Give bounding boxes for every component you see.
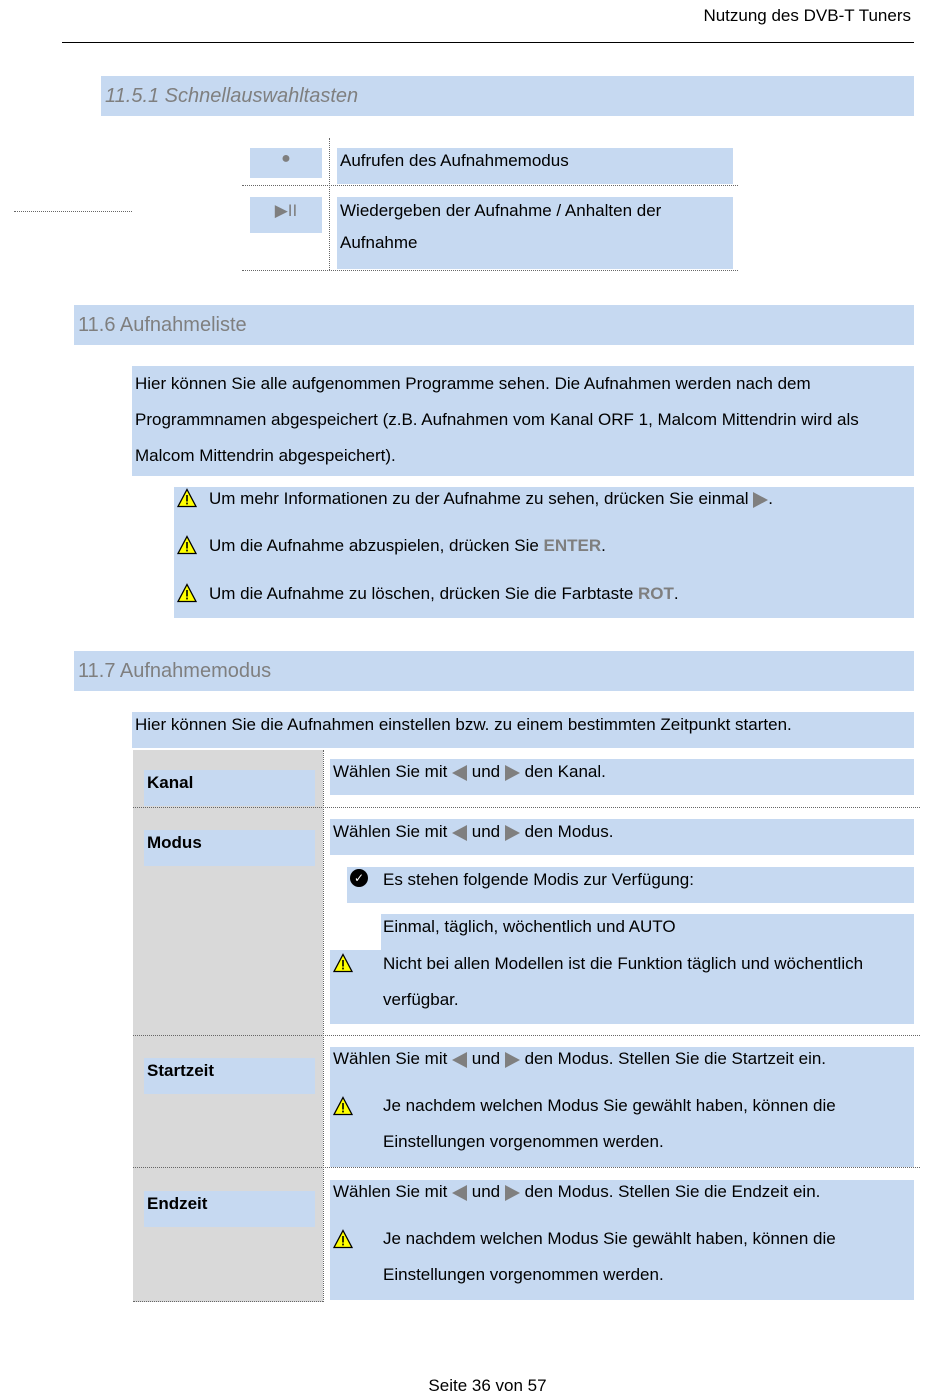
row-text: den Modus. Stellen Sie die Endzeit ein. [519, 1182, 821, 1201]
table-row-separator [133, 807, 920, 808]
paragraph-line: Malcom Mittendrin abgespeichert). [135, 446, 396, 465]
table-row-separator [133, 1035, 920, 1036]
key-rot: ROT [638, 584, 674, 603]
quickkey-row-separator [242, 185, 738, 186]
description-line: Wiedergeben der Aufnahme / Anhalten der [340, 201, 662, 220]
page-footer: Seite 36 von 57 [428, 1376, 547, 1395]
row-label-startzeit: Startzeit [144, 1058, 315, 1094]
arrow-left-icon [452, 825, 467, 841]
tip-text: Um die Aufnahme zu löschen, drücken Sie die Farbtaste [209, 584, 639, 603]
row-label-endzeit: Endzeit [144, 1191, 315, 1227]
tip-more-info [209, 481, 773, 517]
arrow-left-icon [452, 1185, 467, 1201]
aufnahmeliste-paragraph [132, 366, 914, 476]
row-text: den Modus. Stellen Sie die Startzeit ein. [519, 1049, 827, 1068]
tip-text: . [768, 489, 774, 508]
quickkey-table-divider [329, 138, 330, 270]
row-text [333, 1041, 826, 1077]
arrow-right-icon [505, 1185, 520, 1201]
key-enter: ENTER [543, 536, 602, 555]
record-dot-icon: ● [250, 148, 322, 178]
row-label-kanal: Kanal [144, 770, 315, 806]
row-text-startzeit [330, 1047, 914, 1167]
arrow-right-icon [505, 1052, 520, 1068]
section-heading-11-6: 11.6 Aufnahmeliste [74, 305, 914, 345]
row-text: Wählen Sie mit [333, 1049, 453, 1068]
row-text [333, 1174, 820, 1210]
modus-note [347, 867, 914, 903]
table-column-divider [323, 750, 324, 1302]
warning-line: verfügbar. [383, 990, 459, 1009]
play-pause-icon: ▶II [250, 197, 322, 233]
tip-text: Um mehr Informationen zu der Aufnahme zu sehen, drücken Sie einmal [209, 489, 754, 508]
row-text: den Kanal. [519, 762, 606, 781]
warning-line: Einstellungen vorgenommen werden. [383, 1132, 664, 1151]
aufnahmemodus-intro: Hier können Sie die Aufnahmen einstellen bzw. zu einem bestimmten Zeitpunkt starten. [132, 712, 914, 748]
table-bottom [133, 1301, 323, 1302]
row-label-modus: Modus [144, 830, 315, 866]
quickkey-table-bottom [242, 270, 738, 271]
row-text: und [467, 822, 505, 841]
warning-triangle-icon [333, 1229, 353, 1249]
warning-line: Je nachdem welchen Modus Sie gewählt haben, können die [383, 1229, 836, 1248]
arrow-right-icon [753, 492, 768, 508]
section-heading-11-5-1: 11.5.1 Schnellauswahltasten [101, 76, 914, 116]
tip-delete [209, 576, 679, 612]
page-header-title: Nutzung des DVB-T Tuners [703, 6, 911, 25]
row-text-modus [330, 819, 914, 855]
header-rule [62, 42, 914, 43]
row-text-kanal [330, 759, 914, 795]
description-line: Aufnahme [340, 233, 418, 252]
margin-dotted-line [14, 211, 132, 212]
paragraph-line: Programmnamen abgespeichert (z.B. Aufnahmen vom Kanal ORF 1, Malcom Mittendrin wird als [135, 410, 859, 429]
section-heading-11-7: 11.7 Aufnahmemodus [74, 651, 914, 691]
quickkey-description-record: Aufrufen des Aufnahmemodus [337, 148, 733, 184]
row-text: und [467, 1049, 505, 1068]
quickkey-description-play [337, 197, 733, 269]
row-text: Wählen Sie mit [333, 1182, 453, 1201]
arrow-left-icon [452, 1052, 467, 1068]
warning-line: Nicht bei allen Modellen ist die Funktion täglich und wöchentlich [383, 954, 864, 973]
arrow-right-icon [505, 825, 520, 841]
row-text-endzeit [330, 1180, 914, 1300]
tip-play [209, 528, 606, 564]
aufnahmeliste-tips [174, 487, 914, 618]
arrow-right-icon [505, 765, 520, 781]
warning-triangle-icon [333, 953, 353, 973]
row-text: und [467, 762, 505, 781]
warning-line: Je nachdem welchen Modus Sie gewählt haben, können die [383, 1096, 836, 1115]
modus-note-text: Es stehen folgende Modis zur Verfügung: [383, 870, 694, 889]
warning-triangle-icon [177, 535, 197, 555]
warning-line: Einstellungen vorgenommen werden. [383, 1265, 664, 1284]
modus-options: Einmal, täglich, wöchentlich und AUTO [381, 914, 914, 950]
row-text: und [467, 1182, 505, 1201]
tip-text: Um die Aufnahme abzuspielen, drücken Sie [209, 536, 544, 555]
table-row-separator [133, 1167, 920, 1168]
tip-text: . [673, 584, 679, 603]
arrow-left-icon [452, 765, 467, 781]
warning-triangle-icon [177, 583, 197, 603]
modus-warning [330, 950, 914, 1024]
warning-triangle-icon [177, 488, 197, 508]
check-circle-icon: ✓ [350, 869, 368, 887]
warning-triangle-icon [333, 1096, 353, 1116]
row-text: Wählen Sie mit [333, 762, 453, 781]
row-text: Wählen Sie mit [333, 822, 453, 841]
tip-text: . [601, 536, 606, 555]
row-text: den Modus. [519, 822, 614, 841]
paragraph-line: Hier können Sie alle aufgenommen Programme sehen. Die Aufnahmen werden nach dem [135, 374, 811, 393]
